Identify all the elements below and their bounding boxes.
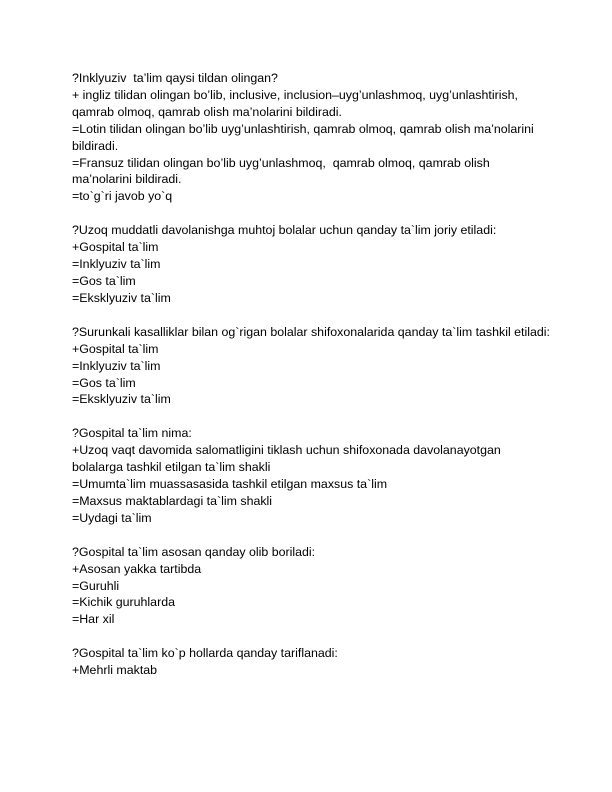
question-block-6 xyxy=(72,645,550,679)
answer-option: =Fransuz tilidan olingan bo’lib uyg’unlashmoq, qamrab olmoq, qamrab olish ma’nolarini bildiradi. xyxy=(72,155,494,187)
correct-answer: +Gospital ta`lim xyxy=(72,341,159,356)
answer-option: =Inklyuziv ta`lim xyxy=(72,257,161,272)
correct-answer: +Mehrli maktab xyxy=(72,663,158,678)
answer-option: =Kichik guruhlarda xyxy=(72,595,175,610)
answer-option: =to`g`ri javob yo`q xyxy=(72,189,173,204)
question-text: ?Gospital ta`lim nima: xyxy=(72,426,192,441)
question-text: ?Surunkali kasalliklar bilan og`rigan bolalar shifoxonalarida qanday ta`lim tashkil etiladi: xyxy=(72,324,550,339)
correct-answer: +Asosan yakka tartibda xyxy=(72,561,202,576)
answer-option: =Lotin tilidan olingan bo’lib uyg’unlashtirish, qamrab olmoq, qamrab olish ma’nolarini bildiradi. xyxy=(72,121,538,153)
answer-option: =Eksklyuziv ta`lim xyxy=(72,290,171,305)
question-block-3 xyxy=(72,324,550,409)
answer-option: =Gos ta`lim xyxy=(72,375,136,390)
question-block-1 xyxy=(72,70,550,205)
answer-option: =Har xil xyxy=(72,612,115,627)
question-text: ?Gospital ta`lim ko`p hollarda qanday tariflanadi: xyxy=(72,646,338,661)
question-block-4 xyxy=(72,425,550,526)
answer-option: =Inklyuziv ta`lim xyxy=(72,358,161,373)
question-block-2 xyxy=(72,222,550,307)
question-text: ?Gospital ta`lim asosan qanday olib boriladi: xyxy=(72,544,316,559)
answer-option: =Gos ta`lim xyxy=(72,273,136,288)
answer-option: =Uydagi ta`lim xyxy=(72,510,152,525)
answer-option: =Maxsus maktablardagi ta`lim shakli xyxy=(72,493,273,508)
correct-answer: +Gospital ta`lim xyxy=(72,240,159,255)
question-block-5 xyxy=(72,544,550,629)
answer-option: =Guruhli xyxy=(72,578,120,593)
question-text: ?Uzoq muddatli davolanishga muhtoj bolalar uchun qanday ta`lim joriy etiladi: xyxy=(72,223,497,238)
correct-answer: + ingliz tilidan olingan bo’lib, inclusive, inclusion–uyg’unlashmoq, uyg’unlashtirish, qamrab olmoq, qamrab olish ma’nolarini bildiradi. xyxy=(72,87,522,119)
correct-answer: +Uzoq vaqt davomida salomatligini tiklash uchun shifoxonada davolanayotgan bolalarga tashkil etilgan ta`lim shakli xyxy=(72,443,505,475)
document-page xyxy=(72,70,550,696)
answer-option: =Eksklyuziv ta`lim xyxy=(72,392,171,407)
answer-option: =Umumta`lim muassasasida tashkil etilgan maxsus ta`lim xyxy=(72,477,388,492)
question-text: ?Inklyuziv ta’lim qaysi tildan olingan? xyxy=(72,71,278,85)
